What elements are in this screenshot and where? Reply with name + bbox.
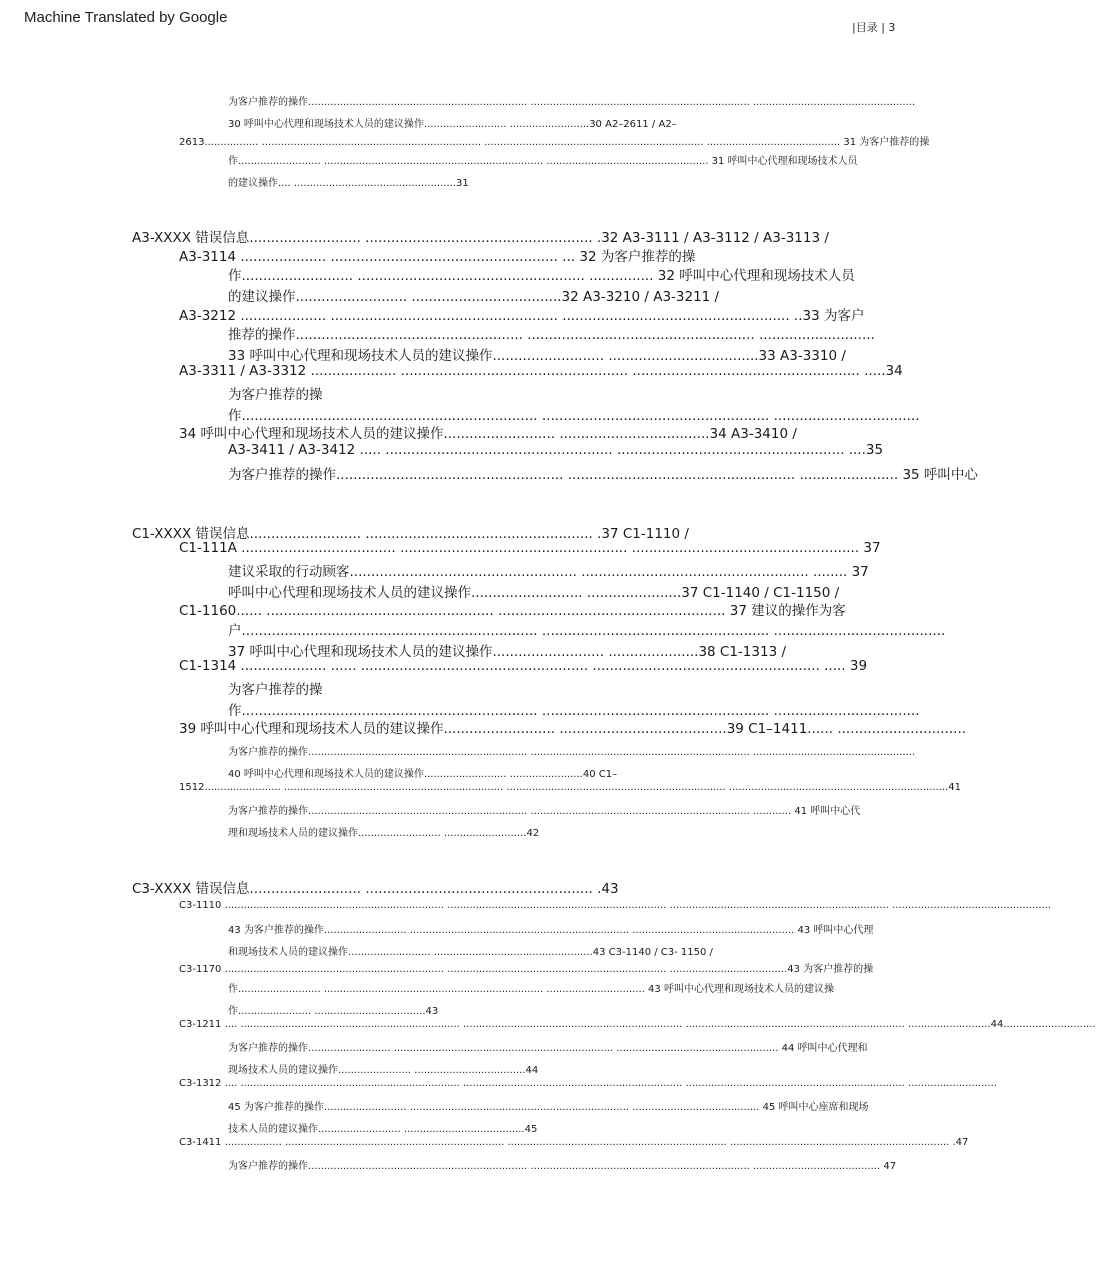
toc-line: 户..................................................................... ..................................................... ........................................ <box>228 623 946 639</box>
toc-line: C1-1314 .................... ...... ..................................................... ..................................................... ..... 39 <box>179 658 868 674</box>
toc-line: 为客户推荐的操作..................................................................... ..................................................................... ................................................... <box>228 747 916 758</box>
toc-line: A3-3212 .................... ..................................................... ..................................................... ..33 为客户 <box>179 308 865 324</box>
toc-line: 为客户推荐的操作.......................... ..................................................................... ................................................... 44 呼叫中心代理和 <box>228 1043 868 1054</box>
toc-line: 作..................................................................... ..................................................... .................................. <box>228 408 920 424</box>
toc-line: C3-1312 .... ..................................................................... ..................................................................... ..................................................................... ............................ <box>179 1078 998 1089</box>
toc-line: C3-1170 ..................................................................... ..................................................................... .....................................43 为客户推荐的操 <box>179 964 874 975</box>
toc-section-heading: A3-XXXX 错误信息.......................... ..................................................... .32 A3-3111 / A3-3112 / A3-3113 / <box>132 230 829 246</box>
toc-line: 为客户推荐的操作..................................................... ..................................................... ....................... 35 呼叫中心 <box>228 467 978 483</box>
machine-translation-banner: Machine Translated by Google <box>24 9 228 26</box>
toc-section-heading: C1-XXXX 错误信息.......................... ..................................................... .37 C1-1110 / <box>132 526 689 542</box>
toc-line: A3-3311 / A3-3312 .................... ..................................................... ..................................................... .....34 <box>179 363 903 379</box>
toc-line: 理和现场技术人员的建议操作.......................... ..........................42 <box>228 828 540 839</box>
toc-line: 30 呼叫中心代理和现场技术人员的建议操作.......................... .........................30 A2–2611 / A2– <box>228 119 677 130</box>
toc-line: 34 呼叫中心代理和现场技术人员的建议操作.......................... ...................................34 A3-3410 / <box>179 426 797 442</box>
toc-line: 为客户推荐的操 <box>228 682 323 698</box>
toc-line: 的建议操作.......................... ...................................32 A3-3210 / A3-3211 / <box>228 289 720 305</box>
toc-line: 43 为客户推荐的操作.......................... ..................................................................... ................................................... 43 呼叫中心代理 <box>228 925 874 936</box>
toc-line: 和现场技术人员的建议操作.......................... ..................................................43 C3-1140 / C3- 1150 / <box>228 947 713 958</box>
toc-line: C3-1110 ..................................................................... ..................................................................... ..................................................................... .................................................. <box>179 900 1052 911</box>
toc-line: 作.......................... ..................................................................... ................................................... 31 呼叫中心代理和现场技术人员 <box>228 156 858 167</box>
page-header: |目录 | 3 <box>852 21 896 34</box>
toc-line: 推荐的操作..................................................... ..................................................... ........................... <box>228 327 875 343</box>
toc-line: 为客户推荐的操作..................................................................... ..................................................................... ................................................... <box>228 97 916 108</box>
toc-line: 2613................. ..................................................................... ..................................................................... .......................................... 31 为客户推荐的操 <box>179 137 930 148</box>
toc-line: 作.......................... ..................................................... ............... 32 呼叫中心代理和现场技术人员 <box>228 268 855 284</box>
toc-line: 技术人员的建议操作.......................... ......................................45 <box>228 1124 538 1135</box>
toc-line: 33 呼叫中心代理和现场技术人员的建议操作.......................... ...................................33 A3-3310 / <box>228 348 846 364</box>
toc-line: 39 呼叫中心代理和现场技术人员的建议操作.......................... .......................................39 C1–1411...... .............................. <box>179 721 967 737</box>
toc-line: 40 呼叫中心代理和现场技术人员的建议操作.......................... .......................40 C1– <box>228 769 618 780</box>
toc-line: 37 呼叫中心代理和现场技术人员的建议操作.......................... .....................38 C1-1313 / <box>228 644 787 660</box>
toc-line: 作....................... ...................................43 <box>228 1006 439 1017</box>
toc-line: 建议采取的行动顾客..................................................... ..................................................... ........ 37 <box>228 564 869 580</box>
toc-line: 1512........................ ..................................................................... ..................................................................... .....................................................................41 <box>179 782 961 793</box>
toc-line: 作..................................................................... ..................................................... .................................. <box>228 703 920 719</box>
toc-line: A3-3411 / A3-3412 ..... ..................................................... ..................................................... ....35 <box>228 442 884 458</box>
toc-line: 为客户推荐的操作..................................................................... ..................................................................... ............ 41 呼叫中心代 <box>228 806 861 817</box>
toc-line: C1-1160...... ..................................................... ..................................................... 37 建议的操作为客 <box>179 603 846 619</box>
toc-line: 作.......................... ..................................................................... ............................... 43 呼叫中心代理和现场技术人员的建议操 <box>228 984 834 995</box>
toc-line: 呼叫中心代理和现场技术人员的建议操作.......................... ......................37 C1-1140 / C1-1150 / <box>228 585 840 601</box>
toc-line: 为客户推荐的操 <box>228 387 323 403</box>
toc-line: 的建议操作.... ...................................................31 <box>228 178 469 189</box>
toc-line: 45 为客户推荐的操作.......................... ..................................................................... ........................................ 45 呼叫中心座席和现场 <box>228 1102 869 1113</box>
toc-section-heading: C3-XXXX 错误信息.......................... ..................................................... .43 <box>132 881 619 897</box>
toc-line: C1-111A .................................... ..................................................... ..................................................... 37 <box>179 540 881 556</box>
toc-line: A3-3114 .................... ..................................................... ... 32 为客户推荐的操 <box>179 249 696 265</box>
toc-line: C3-1411 .................. ..................................................................... ..................................................................... ..................................................................... .47 <box>179 1137 969 1148</box>
toc-line: 为客户推荐的操作..................................................................... ..................................................................... ........................................ 47 <box>228 1161 897 1172</box>
toc-line: C3-1211 .... ..................................................................... ..................................................................... ..................................................................... ..........................44............................. <box>179 1019 1096 1030</box>
toc-line: 现场技术人员的建议操作....................... ...................................44 <box>228 1065 539 1076</box>
